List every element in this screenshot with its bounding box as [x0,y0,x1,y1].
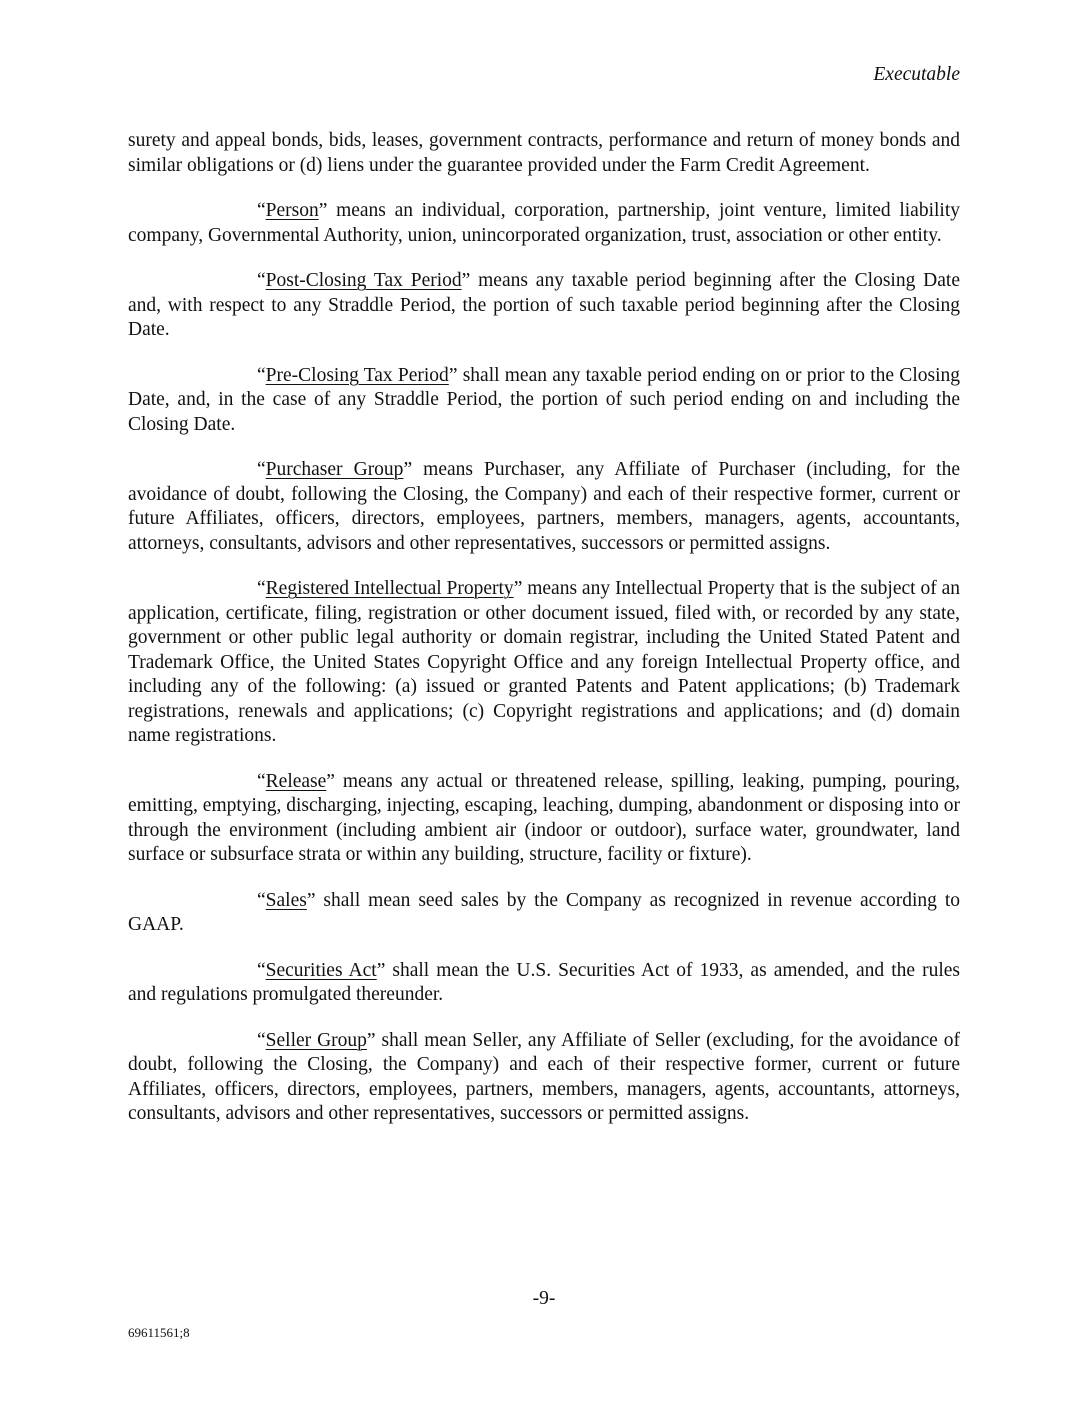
definition-securities-act [128,959,960,1008]
defined-term: Release [265,770,327,792]
defined-term: Pre-Closing Tax Period [265,364,449,386]
definition-pre-closing-tax-period [128,364,960,438]
definition-post-closing-tax-period [128,269,960,343]
open-quote: “ [257,364,266,386]
defined-term: Sales [265,889,307,911]
definition-text: ” means any taxable period beginning after the Closing Date and, with respect to any Straddle Period, the portion of such taxable period beginning after the Closing Date. [128,270,960,340]
defined-term: Person [265,200,319,221]
definition-text: ” shall mean Seller, any Affiliate of Seller (excluding, for the avoidance of doubt, following the Closing, the Company) and each of their respective former, current or future Affiliates, officers, directors, employees, partners, members, managers, agents, accountants, attorneys, consultants, advisors and other representatives, successors or permitted assigns. [128,1029,960,1124]
definition-sales [128,889,960,938]
definition-purchaser-group [128,458,960,556]
defined-term: Registered Intellectual Property [265,578,514,599]
open-quote: “ [257,578,266,599]
definition-text: ” shall mean any taxable period ending on or prior to the Closing Date, and, in the case of any Straddle Period, the portion of such period ending on and including the Closing Date. [128,364,960,435]
open-quote: “ [257,959,266,981]
header-executable-mark: Executable [873,64,960,85]
open-quote: “ [257,200,266,221]
open-quote: “ [257,770,266,792]
defined-term: Seller Group [265,1029,367,1051]
defined-term: Post-Closing Tax Period [265,270,462,291]
document-body [128,129,960,1148]
definition-text: ” means any Intellectual Property that is the subject of an application, certificate, filing, registration or other document issued, filed with, or recorded by any state, government or other public legal authority or domain registrar, including the United Stated Patent and Trademark Office, the United States Copyright Office and any foreign Intellectual Property office, and including any of the following: (a) issued or granted Patents and Patent applications; (b) Trademark registrations, renewals and applications; (c) Copyright registrations and applications; and (d) domain name registrations. [128,578,961,746]
document-id: 69611561;8 [128,1325,190,1340]
definition-release [128,770,960,868]
open-quote: “ [257,459,266,480]
definition-seller-group [128,1029,960,1127]
open-quote: “ [257,270,266,291]
open-quote: “ [257,1029,266,1051]
open-quote: “ [257,889,266,911]
definition-person [128,199,960,248]
definition-text: ” means Purchaser, any Affiliate of Purchaser (including, for the avoidance of doubt, following the Closing, the Company) and each of their respective former, current or future Affiliates, officers, directors, employees, partners, members, managers, agents, accountants, attorneys, consultants, advisors and other representatives, successors or permitted assigns. [128,459,960,554]
definition-text: ” means any actual or threatened release, spilling, leaking, pumping, pouring, emitting, emptying, discharging, injecting, escaping, leaching, dumping, abandonment or disposing into or through the environment (including ambient air (indoor or outdoor), surface water, groundwater, land surface or subsurface strata or within any building, structure, facility or fixture). [128,770,960,865]
defined-term: Purchaser Group [265,459,404,480]
definition-text: ” shall mean seed sales by the Company as recognized in revenue according to GAAP. [128,889,960,935]
definition-text: ” shall mean the U.S. Securities Act of 1933, as amended, and the rules and regulations promulgated thereunder. [128,959,960,1005]
definition-registered-intellectual-property [128,577,960,749]
definition-text: ” means an individual, corporation, partnership, joint venture, limited liability company, Governmental Authority, union, unincorporated organization, trust, association or other entity. [128,200,960,246]
page-number: -9- [532,1288,556,1309]
continuation-paragraph: surety and appeal bonds, bids, leases, government contracts, performance and return of money bonds and similar obligations or (d) liens under the guarantee provided under the Farm Credit Agreement. [128,130,960,176]
defined-term: Securities Act [265,959,377,981]
